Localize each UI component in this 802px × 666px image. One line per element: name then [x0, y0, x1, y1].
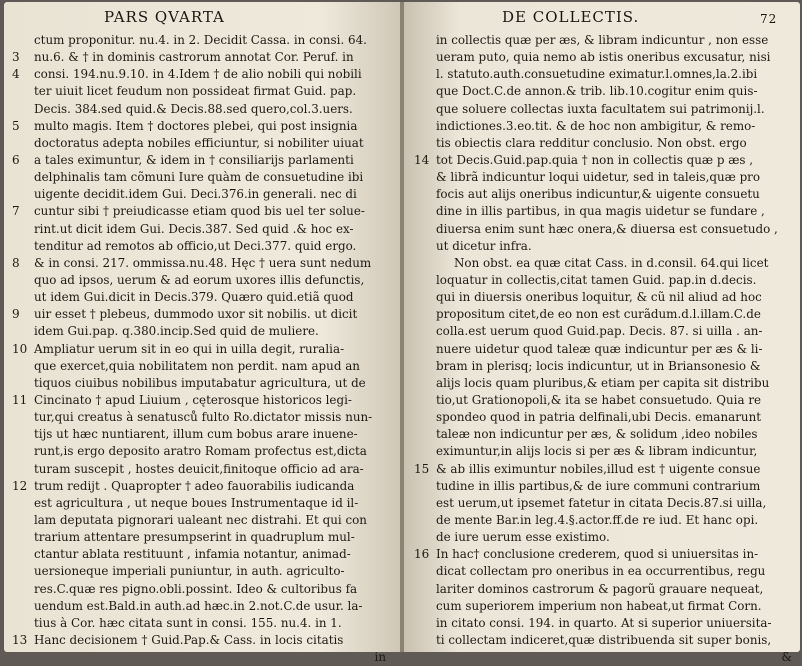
text-line: [12, 581, 386, 598]
line-text: delphinalis tam cõmuni Iure quàm de consuetudine ibi: [34, 170, 364, 185]
text-line: [12, 186, 386, 203]
margin-note-number: 10: [12, 341, 28, 356]
line-text: nuere uidetur quod taleæ quæ indicuntur per æs & li-: [436, 341, 763, 356]
margin-note-number: 3: [12, 50, 20, 65]
text-line: [12, 221, 386, 238]
text-line: [414, 169, 792, 186]
line-text: idem Gui.pap. q.380.incip.Sed quid de muliere.: [34, 324, 319, 339]
line-text: loquatur in collectis,citat tamen Guid. pap.in d.decis.: [436, 272, 757, 287]
text-line: [414, 66, 792, 83]
text-line: [12, 238, 386, 255]
line-text: ueram puto, quia nemo ab istis oneribus excusatur, nisi: [436, 50, 771, 65]
text-line: [12, 169, 386, 186]
text-line: [414, 118, 792, 135]
line-text: tudine in illis partibus,& de iure communi contrarium: [436, 478, 761, 493]
text-line: [12, 598, 386, 615]
text-line: [414, 135, 792, 152]
line-text: tius à Cor. hæc citata sunt in consi. 155. nu.4. in 1.: [34, 615, 342, 630]
margin-note-number: 7: [12, 204, 20, 219]
line-text: & in consi. 217. ommissa.nu.48. Hęc † uera sunt nedum: [34, 255, 372, 270]
line-text: alijs locis quam pluribus,& etiam per capita sit distribu: [436, 375, 770, 390]
line-text: dine in illis partibus, in qua magis uidetur se fundare ,: [436, 204, 765, 219]
line-text: de iure uerum esse existimo.: [436, 530, 610, 545]
text-line: [414, 32, 792, 49]
line-text: uir esset † plebeus, dummodo uxor sit nobilis. ut dicit: [34, 307, 358, 322]
line-text: bram in plerisq; locis indicuntur, ut in Briansonesio &: [436, 358, 761, 373]
catchword-line: [414, 649, 792, 666]
text-line: [414, 495, 792, 512]
line-text: ut dicetur infra.: [436, 238, 532, 253]
text-line: [414, 358, 792, 375]
line-text: multo magis. Item † doctores plebei, qui post insignia: [34, 118, 358, 133]
text-line: [12, 49, 386, 66]
margin-note-number: 16: [414, 547, 430, 562]
text-line: [12, 632, 386, 649]
text-line: [414, 49, 792, 66]
text-line: [414, 203, 792, 220]
margin-note-number: 9: [12, 307, 20, 322]
line-text: tur,qui creatus à senatusců fulto Ro.dictator missis nun-: [34, 410, 373, 425]
text-line: [12, 512, 386, 529]
text-line: [12, 152, 386, 169]
text-line: [12, 358, 386, 375]
text-line: [414, 341, 792, 358]
text-line: [12, 306, 386, 323]
line-text: qui in diuersis oneribus loquitur, & cũ nil aliud ad hoc: [436, 290, 762, 305]
line-text: tenditur ad remotos ab officio,ut Deci.377. quid ergo.: [34, 238, 357, 253]
line-text: cuntur sibi † preiudicasse etiam quod bis uel ter solue-: [34, 204, 365, 219]
text-line: [414, 255, 792, 272]
text-line: [414, 392, 792, 409]
text-line: [12, 495, 386, 512]
left-text-block: [12, 32, 386, 666]
line-text: consi. 194.nu.9.10. in 4.Idem † de alio nobili qui nobili: [34, 67, 362, 82]
text-line: [414, 598, 792, 615]
line-text: & ab illis eximuntur nobiles,illud est † uigente consue: [436, 461, 761, 476]
text-line: [414, 581, 792, 598]
line-text: ctantur ablata restituunt , infamia notantur, animad-: [34, 547, 351, 562]
text-line: [414, 323, 792, 340]
right-text-block: [414, 32, 792, 666]
text-line: [414, 375, 792, 392]
margin-note-number: 15: [414, 461, 430, 476]
margin-note-number: 14: [414, 152, 430, 167]
line-text: dicat collectam pro oneribus in ea occurrentibus, regu: [436, 564, 766, 579]
text-line: [12, 203, 386, 220]
text-line: [414, 221, 792, 238]
line-text: Hanc decisionem † Guid.Pap.& Cass. in locis citatis: [34, 632, 344, 647]
line-text: que Doct.C.de annon.& trib. lib.10.cogitur enim quis-: [436, 84, 758, 99]
line-text: Ampliatur uerum sit in eo qui in uilla degit, ruralia-: [34, 341, 345, 356]
text-line: [12, 323, 386, 340]
line-text: rint.ut dicit idem Gui. Decis.387. Sed quid .& hoc ex-: [34, 221, 354, 236]
line-text: ut idem Gui.dicit in Decis.379. Quæro quid.etiã quod: [34, 290, 354, 305]
margin-note-number: 13: [12, 632, 28, 647]
text-line: [12, 118, 386, 135]
text-line: [414, 306, 792, 323]
text-line: [12, 426, 386, 443]
line-text: lariter dominos castrorum & pagorũ grauare nequeat,: [436, 581, 764, 596]
text-line: [414, 529, 792, 546]
line-text: tot Decis.Guid.pap.quia † non in collectis quæ p æs ,: [436, 152, 754, 167]
left-running-head: PARS QVARTA: [104, 8, 225, 26]
margin-note-number: 11: [12, 392, 28, 407]
text-line: [414, 101, 792, 118]
line-text: uersioneque imperiali puniuntur, in auth. agriculto-: [34, 564, 345, 579]
text-line: [414, 272, 792, 289]
line-text: uigente decidit.idem Gui. Deci.376.in generali. nec di: [34, 187, 357, 202]
line-text: est agricultura , ut neque boues Instrumentaque id il-: [34, 495, 359, 510]
line-text: tio,ut Grationopoli,& ita se habet consuetudo. Quia re: [436, 392, 762, 407]
line-text: a tales eximuntur, & idem in † consiliarijs parlamenti: [34, 152, 354, 167]
line-text: est uerum,ut ipsemet fatetur in citata Decis.87.si uilla,: [436, 495, 767, 510]
line-text: tiquos ciuibus nobilibus imputabatur agricultura, ut de: [34, 375, 366, 390]
line-text: ti collectam indiceret,quæ distribuenda sit super bonis,: [436, 632, 772, 647]
text-line: [414, 409, 792, 426]
line-text: eximuntur,in alijs locis si per æs & libram indicuntur,: [436, 444, 758, 459]
text-line: [414, 563, 792, 580]
margin-note-number: 5: [12, 118, 20, 133]
text-line: [414, 152, 792, 169]
text-line: [12, 289, 386, 306]
line-text: in collectis quæ per æs, & libram indicuntur , non esse: [436, 33, 769, 47]
line-text: taleæ non indicuntur per æs, & solidum ,ideo nobiles: [436, 427, 758, 442]
line-text: cum superiorem imperium non habeat,ut firmat Corn.: [436, 598, 762, 613]
text-line: [12, 529, 386, 546]
text-line: [12, 615, 386, 632]
left-page: [4, 2, 401, 665]
line-text: que soluere collectas iuxta facultatem sui patrimonij.l.: [436, 101, 765, 116]
text-line: [12, 443, 386, 460]
margin-note-number: 4: [12, 67, 20, 82]
text-line: [414, 478, 792, 495]
line-text: Non obst. ea quæ citat Cass. in d.consil. 64.qui licet: [454, 255, 769, 270]
text-line: [12, 66, 386, 83]
margin-note-number: 6: [12, 152, 20, 167]
line-text: focis aut alijs oneribus indicuntur,& uigente consuetu: [436, 187, 760, 202]
text-line: [414, 546, 792, 563]
line-text: lam deputata pignorari ualeant nec distrahi. Et qui con: [34, 512, 367, 527]
text-line: [12, 272, 386, 289]
text-line: [12, 478, 386, 495]
line-text: diuersa enim sunt hæc onera,& diuersa est consuetudo ,: [436, 221, 778, 236]
line-text: que exercet,quia nobilitatem non perdit. nam apud an: [34, 358, 360, 373]
line-text: in citato consi. 194. in quarto. At si superior uniuersita-: [436, 615, 772, 630]
line-text: trum redijt . Quapropter † adeo fauorabilis iudicanda: [34, 478, 355, 493]
line-text: Cincinato † apud Liuium , cęterosque historicos legi-: [34, 392, 352, 407]
text-line: [12, 461, 386, 478]
line-text: Decis. 384.sed quid.& Decis.88.sed quero,col.3.uers.: [34, 101, 353, 116]
line-text: tijs ut hæc nuntiarent, illum cum bobus arare inuene-: [34, 427, 358, 442]
text-line: [12, 32, 386, 49]
text-line: [12, 392, 386, 409]
line-text: quo ad ipsos, uerum & ad eorum uxores illis defunctis,: [34, 272, 365, 287]
line-text: ter uiuit licet feudum non possideat firmat Guid. pap.: [34, 84, 357, 99]
right-running-head: DE COLLECTIS.: [502, 8, 640, 26]
text-line: [414, 83, 792, 100]
line-text: res.C.quæ res pigno.obli.possint. Ideo & cultoribus fa: [34, 581, 358, 596]
margin-note-number: 12: [12, 478, 28, 493]
line-text: uendum est.Bald.in auth.ad hæc.in 2.not.C.de usur. la-: [34, 598, 363, 613]
text-line: [414, 615, 792, 632]
text-line: [414, 461, 792, 478]
line-text: colla.est uerum quod Guid.pap. Decis. 87. si uilla . an-: [436, 324, 763, 339]
catchword: in: [374, 650, 386, 665]
text-line: [414, 512, 792, 529]
catchword: &: [781, 650, 792, 665]
line-text: spondeo quod in patria delfinali,ubi Decis. emanarunt: [436, 410, 762, 425]
text-line: [414, 238, 792, 255]
text-line: [12, 563, 386, 580]
line-text: tis obiectis clara redditur conclusio. Non obst. ergo: [436, 135, 747, 150]
line-text: indictiones.3.eo.tit. & de hoc non ambigitur, & remo-: [436, 118, 756, 133]
margin-note-number: 8: [12, 255, 20, 270]
text-line: [414, 426, 792, 443]
text-line: [414, 443, 792, 460]
line-text: doctoratus adepta nobiles efficiuntur, si nobiliter uiuat: [34, 135, 364, 150]
text-line: [12, 101, 386, 118]
text-line: [12, 546, 386, 563]
line-text: In hac† conclusione crederem, quod si uniuersitas in-: [436, 547, 759, 562]
text-line: [12, 135, 386, 152]
line-text: & librã indicuntur loqui uidetur, sed in taleis,quæ pro: [436, 170, 761, 185]
text-line: [12, 375, 386, 392]
text-line: [12, 255, 386, 272]
text-line: [414, 186, 792, 203]
text-line: [12, 341, 386, 358]
right-page-number: 72: [760, 12, 778, 26]
text-line: [12, 409, 386, 426]
line-text: propositum citet,de eo non est curãdum.d.l.illam.C.de: [436, 307, 761, 322]
line-text: trarium attentare presumpserint in quadruplum mul-: [34, 530, 355, 545]
line-text: ctum proponitur. nu.4. in 2. Decidit Cassa. in consi. 64.: [34, 33, 367, 47]
book-spread: [4, 2, 800, 665]
text-line: [12, 83, 386, 100]
line-text: l. statuto.auth.consuetudine eximatur.l.omnes,la.2.ibi: [436, 67, 758, 82]
text-line: [414, 289, 792, 306]
text-line: [414, 632, 792, 649]
line-text: turam suscepit , hostes deuicit,finitoque officio ad ara-: [34, 461, 364, 476]
line-text: de mente Bar.in leg.4.§.actor.ff.de re iud. Et hanc opi.: [436, 512, 759, 527]
right-page: [404, 2, 800, 665]
line-text: nu.6. & † in dominis castrorum annotat Cor. Peruf. in: [34, 50, 354, 65]
catchword-line: [12, 649, 386, 666]
line-text: runt,is ergo deposito aratro Romam profectus est,dicta: [34, 444, 367, 459]
